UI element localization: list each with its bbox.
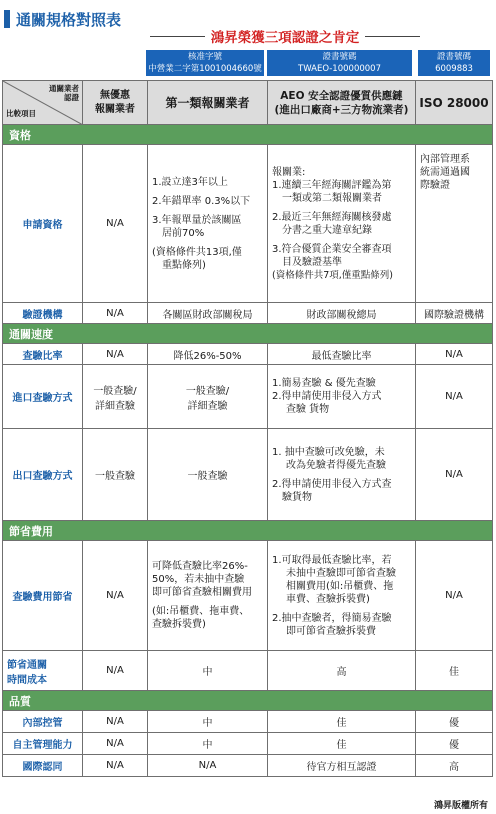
badge-number: 6009883 <box>435 64 473 74</box>
cell-line: (如:吊櫃費、拖車費、 <box>152 606 250 617</box>
table-row <box>3 365 493 429</box>
table-cell <box>148 365 268 429</box>
row-label-ratio: 查驗比率 <box>3 344 83 365</box>
cell-line: 一類或第二類報關業者 <box>282 192 382 204</box>
cell-line: 2.得申請使用非侵入方式 <box>272 391 382 402</box>
cell-line: 相關費用(如:吊櫃費、拖 <box>286 580 394 592</box>
cell-line: 重點條列) <box>162 259 206 271</box>
section-row <box>3 691 493 711</box>
table-cell: N/A <box>83 755 148 777</box>
table-cell: N/A <box>83 733 148 755</box>
table-row <box>3 145 493 303</box>
cell-line: 50%，若未抽中查驗 <box>152 574 245 585</box>
section-row <box>3 521 493 541</box>
table-cell: N/A <box>416 429 493 521</box>
table-cell: 各關區財政部關稅局 <box>148 303 268 324</box>
table-row <box>3 344 493 365</box>
row-label-verify: 驗證機構 <box>3 303 83 324</box>
table-cell: 佳 <box>268 711 416 733</box>
cell-line: 驗貨物 <box>282 491 312 503</box>
table-cell: 高 <box>268 651 416 691</box>
table-cell: 降低26%-50% <box>148 344 268 365</box>
cell-line: 統需通過國 <box>420 167 470 178</box>
table-cell: N/A <box>416 541 493 651</box>
cell-line: 一般查驗/ <box>93 385 137 397</box>
section-qualification: 資格 <box>3 125 493 145</box>
cell-line: 即可節省查驗拆裝費 <box>286 625 376 637</box>
table-cell <box>268 541 416 651</box>
badge-label: 證書號碼 <box>436 52 471 62</box>
row-label-international: 國際認同 <box>3 755 83 777</box>
table-cell: 一般查驗 <box>148 429 268 521</box>
table-cell: 優 <box>416 711 493 733</box>
row-label-self-management: 自主管理能力 <box>3 733 83 755</box>
section-quality: 品質 <box>3 691 493 711</box>
cell-line: 2.得申請使用非侵入方式查 <box>272 478 392 490</box>
section-cost: 節省費用 <box>3 521 493 541</box>
table-row <box>3 541 493 651</box>
cell-line: 1.設立達3年以上 <box>152 176 228 188</box>
comparison-table <box>2 80 493 777</box>
cell-line: 1.連續三年經海關評鑑為第 <box>272 179 392 191</box>
cell-line: 際驗證 <box>420 180 450 191</box>
certification-heading-text: 鴻昇榮獲三項認證之肯定 <box>210 30 360 46</box>
header-no-preference-broker: 無優惠 報關業者 <box>83 81 148 125</box>
heading-rule-right <box>365 36 420 37</box>
table-row <box>3 303 493 324</box>
table-cell: N/A <box>83 303 148 324</box>
badge-label: 核准字號 <box>187 52 222 62</box>
cell-line: (資格條件共7項,僅重點條列) <box>272 269 393 281</box>
table-cell <box>268 429 416 521</box>
cell-line: (資格條件共13項,僅 <box>152 246 242 258</box>
table-cell: 高 <box>416 755 493 777</box>
row-label-time-cost: 節省通關 時間成本 <box>3 651 83 691</box>
table-cell: N/A <box>148 755 268 777</box>
table-cell <box>268 145 416 303</box>
section-row <box>3 125 493 145</box>
cell-line: 查驗 貨物 <box>286 404 330 415</box>
table-cell: 佳 <box>268 733 416 755</box>
table-cell: N/A <box>416 365 493 429</box>
table-row <box>3 429 493 521</box>
table-row <box>3 733 493 755</box>
row-label-import: 進口查驗方式 <box>3 365 83 429</box>
cell-line: 1. 抽中查驗可改免驗，未 <box>272 446 385 458</box>
table-cell: 國際驗證機構 <box>416 303 493 324</box>
corner-header-bottom: 比較項目 <box>6 109 36 118</box>
cell-line: 即可節省查驗相關費用 <box>152 587 252 598</box>
section-speed: 通關速度 <box>3 324 493 344</box>
table-cell: 財政部關稅總局 <box>268 303 416 324</box>
cell-line: 1.簡易查驗 & 優先查驗 <box>272 378 376 389</box>
corner-header-top: 通關業者 認證 <box>49 84 79 102</box>
cell-line: 分書之重大違章紀錄 <box>282 224 372 236</box>
copyright-footer: 鴻昇版權所有 <box>433 801 488 811</box>
cell-line: 目及驗證基準 <box>282 256 342 268</box>
certification-heading <box>150 28 420 44</box>
title-marker <box>4 10 10 28</box>
row-label-export: 出口查驗方式 <box>3 429 83 521</box>
cell-line: 2.抽中查驗者，得簡易查驗 <box>272 612 392 624</box>
badge-iso-certificate <box>418 50 490 76</box>
table-cell: N/A <box>83 344 148 365</box>
badge-broker-license <box>146 50 264 76</box>
table-cell: 中 <box>148 711 268 733</box>
table-cell: 最低查驗比率 <box>268 344 416 365</box>
cell-line: 3.年報單量於該關區 <box>152 214 242 226</box>
table-cell <box>83 365 148 429</box>
table-cell: 一般查驗 <box>83 429 148 521</box>
cell-line: 3.符合優質企業安全審查項 <box>272 243 392 255</box>
table-cell: N/A <box>83 541 148 651</box>
table-cell <box>148 145 268 303</box>
table-cell <box>148 541 268 651</box>
table-cell: 中 <box>148 651 268 691</box>
page-title <box>4 8 121 30</box>
badge-number: 中營業二字第1001004660號 <box>148 64 262 74</box>
cell-line: 2.年錯單率 0.3%以下 <box>152 195 251 207</box>
cell-line: 詳細查驗 <box>95 400 135 412</box>
header-aeo: AEO 安全認證優質供應鏈 (進出口廠商+三方物流業者) <box>268 81 416 125</box>
cell-line: 一般查驗/ <box>185 385 230 397</box>
cell-line: 可降低查驗比率26%- <box>152 561 248 572</box>
row-label-internal-control: 內部控管 <box>3 711 83 733</box>
table-cell: N/A <box>83 651 148 691</box>
cell-line: 未抽中查驗即可節省查驗 <box>286 567 396 579</box>
cell-line: 改為免驗者得優先查驗 <box>286 459 386 471</box>
table-cell <box>416 145 493 303</box>
table-row <box>3 711 493 733</box>
badge-number: TWAEO-100000007 <box>298 64 381 74</box>
table-cell: 待官方相互認證 <box>268 755 416 777</box>
table-cell: N/A <box>83 711 148 733</box>
table-cell: N/A <box>416 344 493 365</box>
section-row <box>3 324 493 344</box>
table-header-row <box>3 81 493 125</box>
row-label-save-cost: 查驗費用節省 <box>3 541 83 651</box>
table-cell: N/A <box>83 145 148 303</box>
row-label-apply: 申請資格 <box>3 145 83 303</box>
corner-header-cell <box>3 81 83 125</box>
table-cell: 佳 <box>416 651 493 691</box>
cell-line: 居前70% <box>162 227 205 239</box>
cell-line: 報關業: <box>272 166 306 178</box>
table-cell: 優 <box>416 733 493 755</box>
cell-line: 內部管理系 <box>420 154 470 165</box>
cell-line: 詳細查驗 <box>187 400 228 412</box>
header-iso: ISO 28000 <box>416 81 493 125</box>
cell-line: 查驗拆裝費) <box>152 619 206 630</box>
badge-aeo-certificate <box>267 50 412 76</box>
table-row <box>3 651 493 691</box>
table-cell <box>268 365 416 429</box>
badge-label: 證書號碼 <box>322 52 357 62</box>
table-row <box>3 755 493 777</box>
cell-line: 1.可取得最低查驗比率，若 <box>272 554 392 566</box>
cell-line: 2.最近三年無經海關核發處 <box>272 211 392 223</box>
page-title-text: 通關規格對照表 <box>16 10 122 29</box>
heading-rule-left <box>150 36 205 37</box>
table-cell: 中 <box>148 733 268 755</box>
header-class-one-broker: 第一類報關業者 <box>148 81 268 125</box>
cell-line: 車費、查驗拆裝費) <box>286 593 370 605</box>
